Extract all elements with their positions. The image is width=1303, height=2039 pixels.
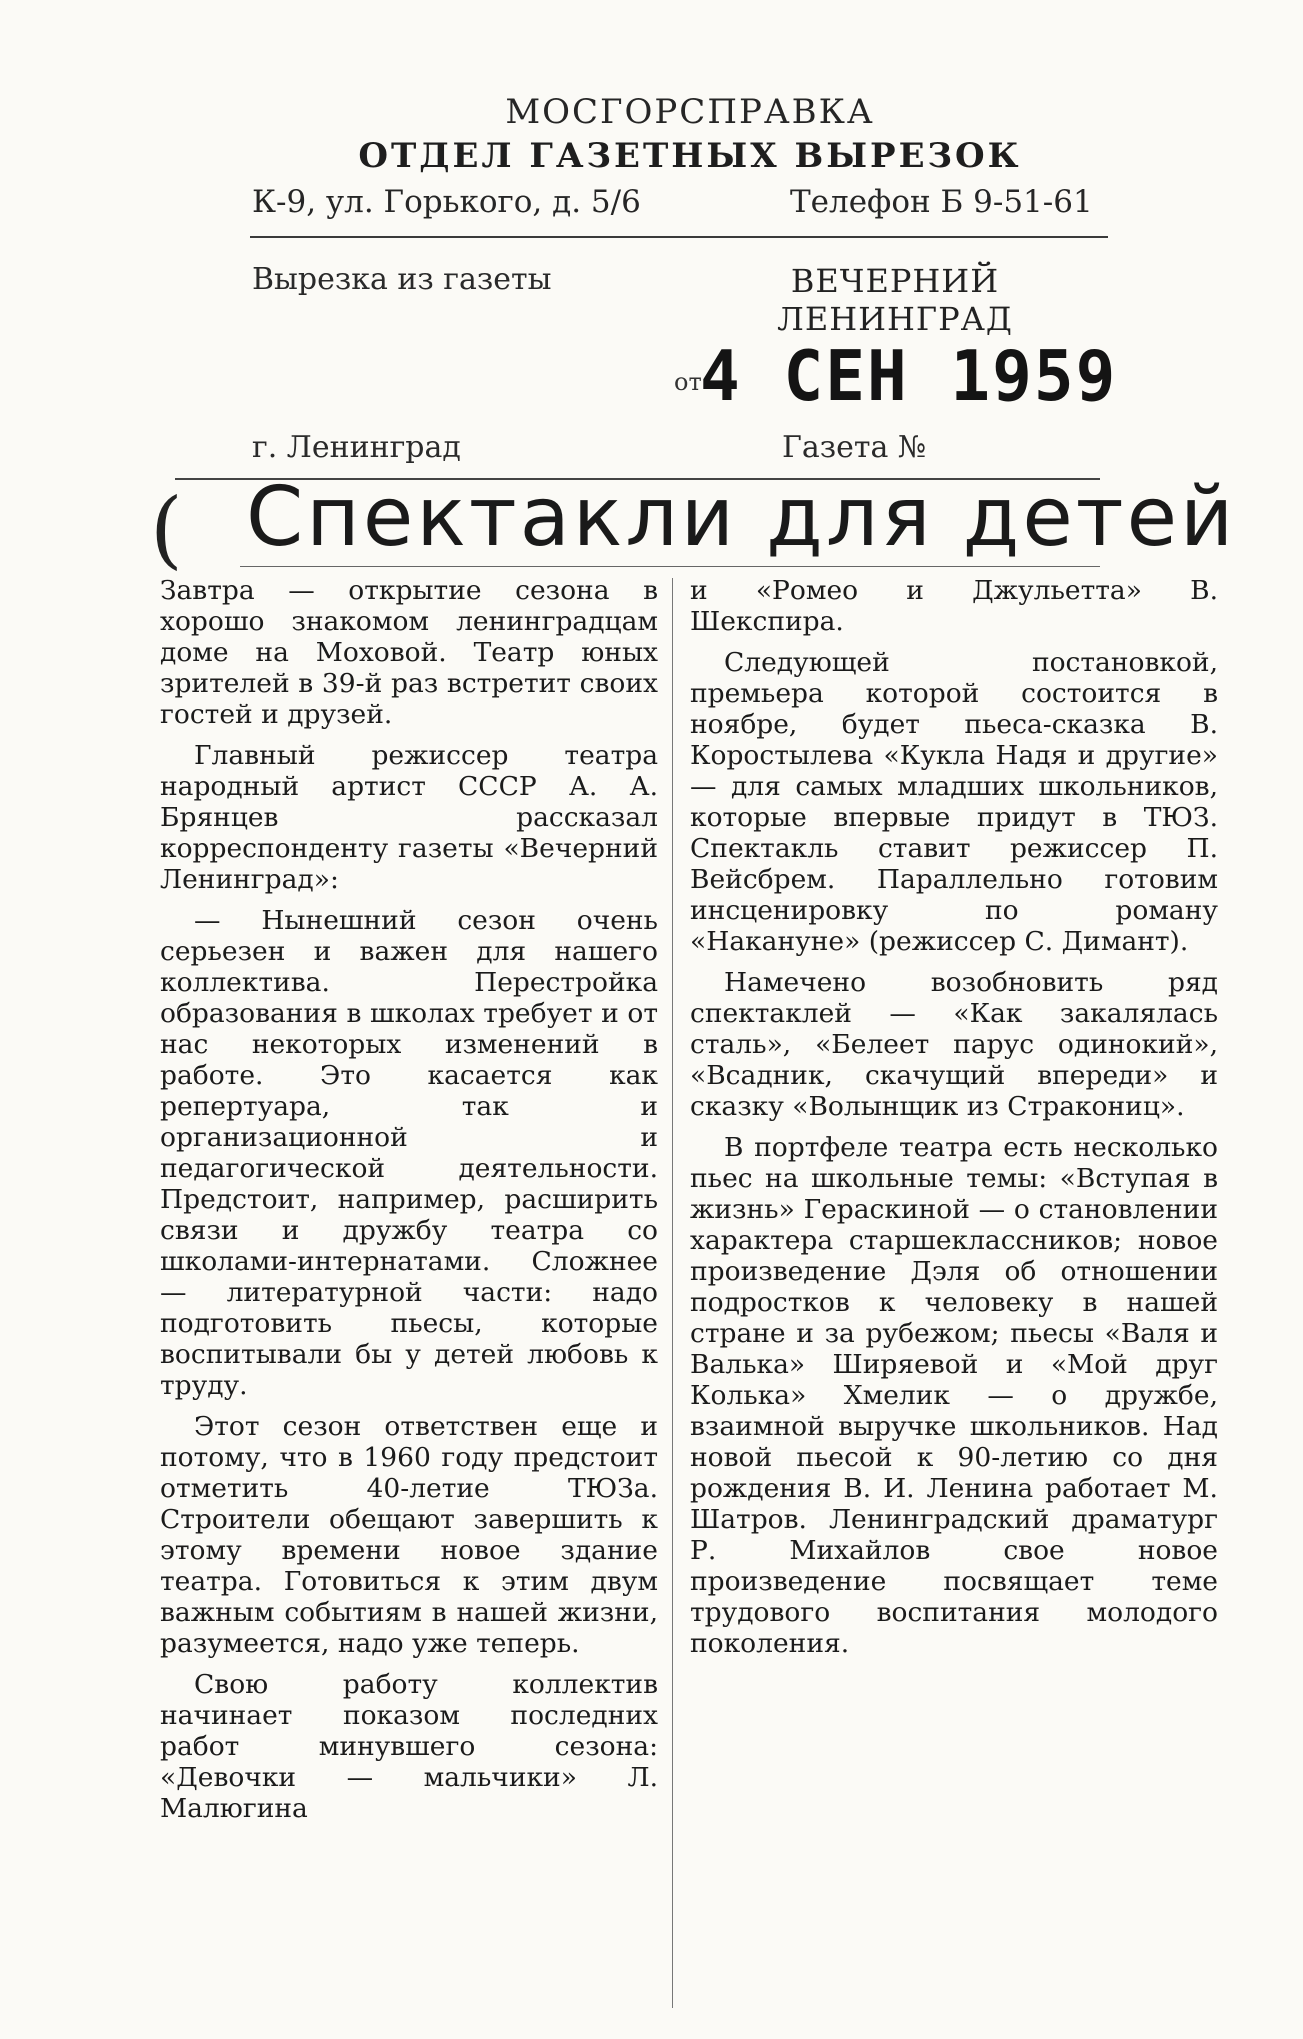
title-bracket-mark: ( xyxy=(150,480,183,578)
article-title: Спектакли для детей xyxy=(246,470,1237,565)
department-name: ОТДЕЛ ГАЗЕТНЫХ ВЫРЕЗОК xyxy=(358,136,1022,176)
article-paragraph: — Нынешний сезон очень серьезен и важен для нашего коллектива. Перестройка образования в школах требует и от нас некоторых изменений в работе. Это касается как репертуара, так и организационной и педагогической деятельности. Предстоит, например, расширить связи и дружбу театра со школами-интернатами. Сложнее — литературной части: надо подготовить пьесы, которые воспитывали бы у детей любовь к труду. xyxy=(160,905,658,1401)
column-divider xyxy=(672,578,673,2008)
newspaper-name-line1: ВЕЧЕРНИЙ xyxy=(790,262,1000,300)
article-column-right xyxy=(690,575,1218,1669)
article-column-left xyxy=(160,575,658,1834)
article-paragraph: Главный режиссер театра народный артист СССР А. А. Брянцев рассказал корреспонденту газеты «Вечерний Ленинград»: xyxy=(160,740,658,895)
article-paragraph: Намечено возобновить ряд спектаклей — «Как закалялась сталь», «Белеет парус одинокий», «Всадник, скачущий впереди» и сказку «Волынщик из Стракониц». xyxy=(690,967,1218,1122)
agency-name: МОСГОРСПРАВКА xyxy=(505,92,875,132)
agency-address: К-9, ул. Горького, д. 5/6 xyxy=(252,184,641,220)
article-paragraph: Этот сезон ответствен еще и потому, что в 1960 году предстоит отметить 40-летие ТЮЗа. Строители обещают завершить к этому времени новое здание театра. Готовиться к этим двум важным событиям в нашей жизни, разумеется, надо уже теперь. xyxy=(160,1411,658,1659)
city-label: г. Ленинград xyxy=(252,430,461,465)
header-rule xyxy=(250,236,1108,238)
date-stamp: 4 СЕН 1959 xyxy=(700,336,1118,417)
article-paragraph: и «Ромео и Джульетта» В. Шекспира. xyxy=(690,575,1218,637)
article-paragraph: Свою работу коллектив начинает показом последних работ минувшего сезона: «Девочки — мальчики» Л. Малюгина xyxy=(160,1669,658,1824)
date-prefix: от xyxy=(674,368,702,396)
newspaper-name xyxy=(740,262,1050,338)
title-rule xyxy=(240,566,1100,567)
article-paragraph: Завтра — открытие сезона в хорошо знакомом ленинградцам доме на Моховой. Театр юных зрителей в 39-й раз встретит своих гостей и друзей. xyxy=(160,575,658,730)
article-paragraph: В портфеле театра есть несколько пьес на школьные темы: «Вступая в жизнь» Гераскиной — о становлении характера старшеклассников; новое произведение Дэля об отношении подростков к человеку в нашей стране и за рубежом; пьесы «Валя и Валька» Ширяевой и «Мой друг Колька» Хмелик — о дружбе, взаимной выручке школьников. Над новой пьесой к 90-летию со дня рождения В. И. Ленина работает М. Шатров. Ленинградский драматург Р. Михайлов свое новое произведение посвящает теме трудового воспитания молодого поколения. xyxy=(690,1132,1218,1659)
clip-label: Вырезка из газеты xyxy=(252,262,552,297)
issue-label: Газета № xyxy=(782,430,927,465)
newspaper-name-line2: ЛЕНИНГРАД xyxy=(777,300,1013,338)
agency-phone: Телефон Б 9-51-61 xyxy=(790,184,1093,220)
article-paragraph: Следующей постановкой, премьера которой состоится в ноябре, будет пьеса-сказка В. Коростылева «Кукла Надя и другие» — для самых младших школьников, которые впервые придут в ТЮЗ. Спектакль ставит режиссер П. Вейсбрем. Параллельно готовим инсценировку по роману «Накануне» (режиссер С. Димант). xyxy=(690,647,1218,957)
